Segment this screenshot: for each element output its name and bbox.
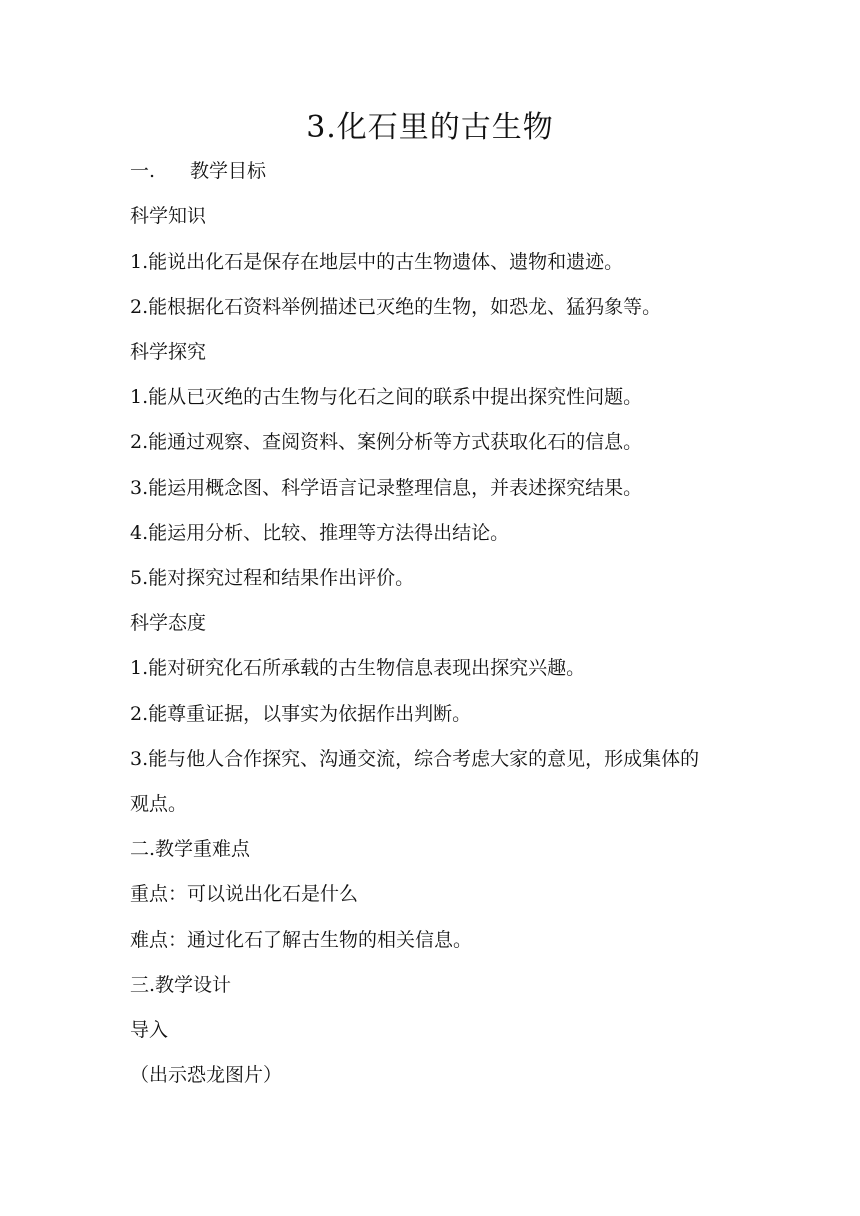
attitude-item-1: 1.能对研究化石所承载的古生物信息表现出探究兴趣。	[130, 657, 586, 679]
subheading-attitude: 科学态度	[130, 612, 207, 634]
section-heading-design: 三.教学设计	[130, 974, 232, 996]
inquiry-item-3: 3.能运用概念图、科学语言记录整理信息，并表述探究结果。	[130, 477, 643, 499]
difficult-point: 难点：通过化石了解古生物的相关信息。	[130, 929, 473, 951]
section-title: 教学目标	[190, 160, 267, 182]
attitude-item-3-continued: 观点。	[130, 793, 188, 815]
subheading-knowledge: 科学知识	[130, 205, 207, 227]
section-heading-key-points: 二.教学重难点	[130, 838, 251, 860]
intro-note: （出示恐龙图片）	[130, 1064, 283, 1086]
inquiry-item-5: 5.能对探究过程和结果作出评价。	[130, 567, 415, 589]
inquiry-item-2: 2.能通过观察、查阅资料、案例分析等方式获取化石的信息。	[130, 431, 643, 453]
subheading-inquiry: 科学探究	[130, 341, 207, 363]
knowledge-item-1: 1.能说出化石是保存在地层中的古生物遗体、遗物和遗迹。	[130, 251, 624, 273]
attitude-item-2: 2.能尊重证据，以事实为依据作出判断。	[130, 703, 472, 725]
section-number: 一.	[130, 160, 156, 182]
inquiry-item-4: 4.能运用分析、比较、推理等方法得出结论。	[130, 522, 510, 544]
knowledge-item-2: 2.能根据化石资料举例描述已灭绝的生物，如恐龙、猛犸象等。	[130, 296, 662, 318]
inquiry-item-1: 1.能从已灭绝的古生物与化石之间的联系中提出探究性问题。	[130, 386, 643, 408]
attitude-item-3: 3.能与他人合作探究、沟通交流，综合考虑大家的意见，形成集体的	[130, 748, 700, 770]
document-title: 3.化石里的古生物	[306, 110, 554, 145]
key-point: 重点：可以说出化石是什么	[130, 883, 359, 905]
section-heading-objectives	[130, 158, 266, 184]
subheading-intro: 导入	[130, 1019, 169, 1041]
